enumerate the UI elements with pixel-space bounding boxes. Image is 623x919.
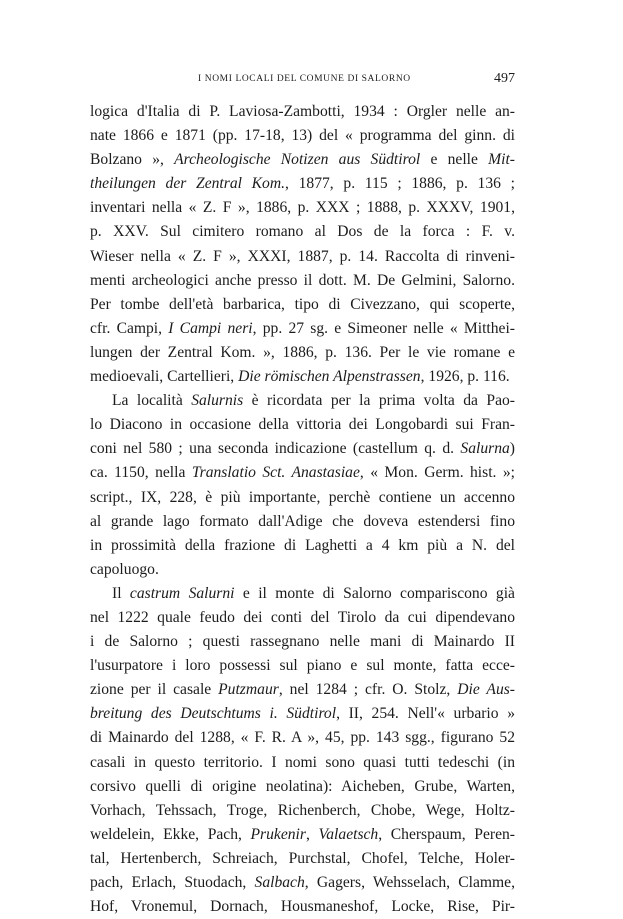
text-segment: in prossimità della frazione di Laghetti a 4 km più a N. del bbox=[90, 536, 515, 554]
text-line bbox=[90, 775, 515, 799]
text-line bbox=[90, 510, 515, 534]
text-line bbox=[90, 220, 515, 244]
text-segment: Wieser nella « Z. F », XXXI, 1887, p. 14. Raccolta di rinveni- bbox=[90, 247, 515, 265]
text-segment: inventari nella « Z. F », 1886, p. XXX ; 1888, p. XXXV, 1901, bbox=[90, 199, 515, 217]
italic-text: Salbach bbox=[254, 874, 305, 891]
text-line bbox=[90, 751, 515, 775]
text-line bbox=[90, 582, 515, 606]
text-segment: weldelein, Ekke, Pach, bbox=[90, 825, 251, 843]
text-segment: di Mainardo del 1288, « F. R. A », 45, pp. 143 sgg., figurano 52 bbox=[90, 729, 515, 747]
text-segment: e nelle bbox=[420, 151, 489, 169]
text-line bbox=[90, 317, 515, 341]
italic-text: Translatio Sct. Anastasiae bbox=[191, 464, 360, 482]
text-line bbox=[90, 413, 515, 437]
running-title: I NOMI LOCALI DEL COMUNE DI SALORNO bbox=[198, 74, 411, 84]
text-line bbox=[90, 341, 515, 365]
text-line bbox=[90, 871, 515, 895]
italic-text: Salurnis bbox=[191, 392, 244, 410]
text-line bbox=[90, 148, 515, 172]
text-line bbox=[90, 726, 515, 750]
text-line bbox=[90, 678, 515, 702]
text-segment: , Gagers, Wehsselach, Clamme, bbox=[304, 874, 515, 891]
page-number: 497 bbox=[494, 71, 515, 86]
text-segment: medioevali, Cartellieri, bbox=[90, 368, 239, 386]
text-line bbox=[90, 172, 515, 196]
text-segment: lungen der Zentral Kom. », 1886, p. 136. Per le vie romane e bbox=[90, 343, 515, 361]
italic-text: theilungen der Zentral Kom. bbox=[90, 175, 286, 193]
text-segment: tal, Hertenberch, Schreiach, Purchstal, Chofel, Telche, Holer- bbox=[90, 849, 515, 867]
text-segment: , 1926, p. 116. bbox=[420, 368, 510, 386]
italic-text: Valaetsch bbox=[318, 825, 379, 843]
text-line bbox=[90, 534, 515, 558]
text-line bbox=[90, 654, 515, 678]
text-segment: Vorhach, Tehssach, Troge, Richenberch, Chobe, Wege, Holtz- bbox=[90, 801, 515, 819]
text-segment: Il bbox=[112, 584, 130, 602]
italic-text: Putzmaur bbox=[218, 681, 279, 699]
text-segment: menti archeologici anche presso il dott. M. De Gelmini, Salorno. bbox=[90, 271, 515, 289]
text-segment: i de Salorno ; questi rassegnano nelle mani di Mainardo II bbox=[90, 633, 515, 651]
body-text bbox=[90, 100, 515, 919]
text-line bbox=[90, 799, 515, 823]
text-segment: nel 1222 quale feudo dei conti del Tirolo da cui dipendevano bbox=[90, 608, 515, 626]
text-segment: Per tombe dell'età barbarica, tipo di Civezzano, qui scoperte, bbox=[90, 295, 515, 313]
text-line bbox=[90, 365, 515, 389]
text-segment: al grande lago formato dall'Adige che doveva estendersi fino bbox=[90, 512, 515, 530]
text-segment: è ricordata per la prima volta da Pao- bbox=[243, 392, 515, 410]
text-segment: script., IX, 228, è più importante, perchè contiene un accenno bbox=[90, 488, 515, 506]
italic-text: breitung des Deutschtums i. Südtirol bbox=[90, 705, 337, 723]
text-segment: , nel 1284 ; cfr. O. Stolz, bbox=[278, 681, 458, 699]
text-line bbox=[90, 293, 515, 317]
text-segment: cfr. Campi, bbox=[90, 319, 169, 337]
italic-text: Mit- bbox=[488, 151, 515, 169]
text-segment: l'usurpatore i loro possessi sul piano e sul monte, fatta ecce- bbox=[90, 657, 515, 675]
text-line bbox=[90, 847, 515, 871]
text-line bbox=[90, 486, 515, 510]
italic-text: Die Aus- bbox=[457, 681, 515, 699]
text-line bbox=[90, 702, 515, 726]
text-segment: pach, Erlach, Stuodach, bbox=[90, 874, 255, 891]
text-segment: casali in questo territorio. I nomi sono quasi tutti tedeschi (in bbox=[90, 753, 515, 771]
text-segment: , pp. 27 sg. e Simeoner nelle « Mitthei- bbox=[252, 319, 515, 337]
text-segment: p. XXV. Sul cimitero romano al Dos de la forca : F. v. bbox=[90, 223, 515, 241]
text-segment: lo Diacono in occasione della vittoria dei Longobardi sui Fran- bbox=[90, 416, 515, 434]
text-segment: , Cherspaum, Peren- bbox=[378, 825, 515, 843]
text-line bbox=[90, 558, 515, 582]
italic-text: castrum Salurni bbox=[129, 584, 235, 602]
text-line bbox=[90, 269, 515, 293]
text-segment: e il monte di Salorno compariscono già bbox=[234, 584, 515, 602]
text-segment: capoluogo. bbox=[90, 560, 159, 578]
text-segment: zione per il casale bbox=[90, 681, 219, 699]
text-segment: nate 1866 e 1871 (pp. 17-18, 13) del « programma del ginn. di bbox=[90, 127, 515, 145]
text-line bbox=[90, 630, 515, 654]
text-segment: ca. 1150, nella bbox=[90, 464, 192, 482]
text-line bbox=[90, 245, 515, 269]
text-segment: Hof, Vronemul, Dornach, Housmaneshof, Locke, Rise, Pir- bbox=[90, 898, 515, 916]
text-segment: , 1877, p. 115 ; 1886, p. 136 ; bbox=[285, 175, 515, 193]
italic-text: I Campi neri bbox=[168, 319, 253, 337]
text-line bbox=[90, 389, 515, 413]
italic-text: Archeologische Notizen aus Südtirol bbox=[174, 151, 421, 169]
text-segment: , II, 254. Nell'« urbario » bbox=[336, 705, 515, 723]
text-line bbox=[90, 196, 515, 220]
text-line bbox=[90, 895, 515, 919]
text-line bbox=[90, 124, 515, 148]
text-line bbox=[90, 100, 515, 124]
text-line bbox=[90, 823, 515, 847]
text-segment: Bolzano », bbox=[90, 151, 175, 169]
italic-text: Salurna bbox=[460, 440, 510, 458]
text-segment: La località bbox=[112, 392, 192, 410]
italic-text: Die römischen Alpenstrassen bbox=[238, 368, 421, 386]
text-segment: , bbox=[305, 825, 319, 843]
text-segment: corsivo quelli di origine neolatina): Aicheben, Grube, Warten, bbox=[90, 777, 515, 795]
text-line bbox=[90, 461, 515, 485]
text-segment: logica d'Italia di P. Laviosa-Zambotti, 1934 : Orgler nelle an- bbox=[90, 103, 515, 120]
text-line bbox=[90, 437, 515, 461]
italic-text: Prukenir bbox=[250, 825, 306, 843]
text-line bbox=[90, 606, 515, 630]
running-head bbox=[90, 71, 515, 90]
text-segment: ) bbox=[509, 440, 515, 458]
text-segment: coni nel 580 ; una seconda indicazione (castellum q. d. bbox=[90, 440, 461, 458]
text-segment: , « Mon. Germ. hist. »; bbox=[359, 464, 515, 482]
